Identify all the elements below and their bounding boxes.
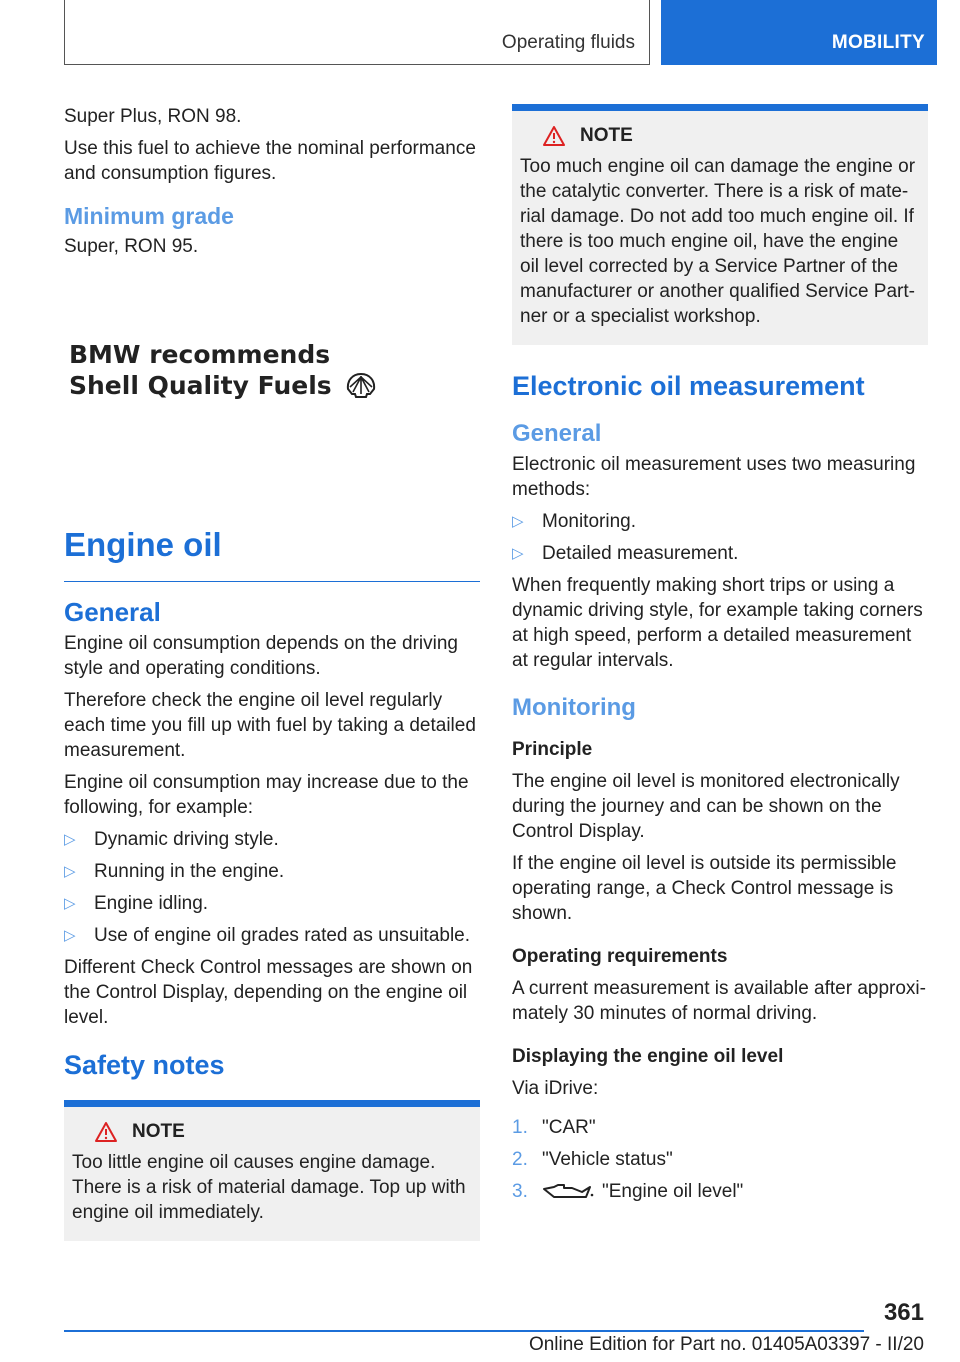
engine-oil-heading: Engine oil	[64, 525, 480, 582]
general-paragraph-2: Therefore check the engine oil level regularly each time you fill up with fuel by taking a detailed measurement.	[64, 690, 476, 761]
note-box-low-oil	[64, 1100, 480, 1241]
requirements-paragraph: A current measurement is available after approxi-mately 30 minutes of normal driving.	[512, 978, 926, 1024]
minimum-grade-text: Super, RON 95.	[64, 236, 199, 257]
general-paragraph-1: Electronic oil measurement uses two measuring methods:	[512, 454, 916, 500]
triangle-bullet-icon: ▷	[64, 927, 76, 944]
page-number: 361	[883, 1299, 924, 1326]
display-paragraph: Via iDrive:	[512, 1078, 599, 1099]
right-column	[512, 104, 928, 1211]
list-item: ▷ Dynamic driving style.	[64, 829, 279, 850]
chapter-label: MOBILITY	[831, 32, 925, 53]
monitoring-heading: Monitoring	[512, 694, 636, 721]
fuel-grade-text: Super Plus, RON 98.	[64, 106, 242, 127]
shell-recommendation-logo	[69, 339, 480, 401]
shell-icon	[346, 372, 376, 400]
list-item: ▷ Monitoring.	[512, 511, 636, 532]
left-column	[64, 104, 480, 1241]
warning-triangle-icon	[542, 125, 566, 147]
general-paragraph-1: Engine oil consumption depends on the driving style and operating conditions.	[64, 633, 458, 679]
logo-line-1: BMW recommends	[69, 340, 331, 369]
list-item: ▷ Running in the engine.	[64, 861, 285, 882]
list-item: 2. "Vehicle status"	[512, 1149, 673, 1170]
triangle-bullet-icon: ▷	[64, 863, 76, 880]
principle-paragraph-1: The engine oil level is monitored electronically during the journey and can be shown on the Control Display.	[512, 771, 900, 842]
section-title: Operating fluids	[501, 32, 635, 53]
measuring-methods-list	[512, 509, 928, 566]
electronic-oil-measurement-heading: Electronic oil measurement	[512, 371, 865, 401]
note-text: Too much engine oil can damage the engine or the catalytic converter. There is a risk of mate-rial damage. Do not add too much engine oil. If there is too much engine oil, have the engine oil level corrected by a Service Partner of the manufacturer or another qualified Service Part-ner or a specialist workshop.	[520, 156, 916, 327]
display-oil-level-heading: Displaying the engine oil level	[512, 1046, 784, 1067]
note-box-excess-oil	[512, 104, 928, 345]
note-label: NOTE	[132, 1121, 185, 1142]
header-frame	[64, 0, 650, 65]
operating-requirements-heading: Operating requirements	[512, 946, 728, 967]
list-item: ▷ Detailed measurement.	[512, 543, 739, 564]
oil-can-icon	[542, 1181, 594, 1203]
triangle-bullet-icon: ▷	[64, 831, 76, 848]
triangle-bullet-icon: ▷	[512, 545, 524, 562]
general-heading: General	[512, 420, 602, 447]
consumption-factors-list	[64, 827, 480, 948]
general-paragraph-3: Engine oil consumption may increase due to the following, for example:	[64, 772, 469, 818]
warning-triangle-icon	[94, 1121, 118, 1143]
note-label: NOTE	[580, 125, 633, 146]
general-paragraph-2: When frequently making short trips or using a dynamic driving style, for example taking corners at high speed, perform a detailed measurement at regular intervals.	[512, 575, 923, 671]
principle-heading: Principle	[512, 739, 593, 760]
list-item: 3. "Engine oil level"	[512, 1181, 744, 1202]
list-item: 1. "CAR"	[512, 1117, 596, 1138]
general-heading: General	[64, 597, 161, 627]
general-paragraph-4: Different Check Control messages are shown on the Control Display, depending on the engine oil level.	[64, 957, 473, 1028]
chapter-badge[interactable]	[661, 0, 937, 65]
principle-paragraph-2: If the engine oil level is outside its permissible operating range, a Check Control message is shown.	[512, 853, 897, 924]
triangle-bullet-icon: ▷	[64, 895, 76, 912]
safety-notes-heading: Safety notes	[64, 1050, 225, 1080]
idrive-steps-list	[512, 1115, 928, 1204]
list-item: ▷ Use of engine oil grades rated as unsuitable.	[64, 925, 471, 946]
logo-line-2: Shell Quality Fuels	[69, 371, 332, 400]
list-item: ▷ Engine idling.	[64, 893, 209, 914]
edition-text: Online Edition for Part no. 01405A03397 - II/20	[528, 1334, 924, 1355]
minimum-grade-heading: Minimum grade	[64, 203, 234, 229]
fuel-purpose-text: Use this fuel to achieve the nominal performance and consumption figures.	[64, 138, 476, 184]
triangle-bullet-icon: ▷	[512, 513, 524, 530]
note-text: Too little engine oil causes engine damage. There is a risk of material damage. Top up with engine oil immediately.	[72, 1152, 466, 1223]
